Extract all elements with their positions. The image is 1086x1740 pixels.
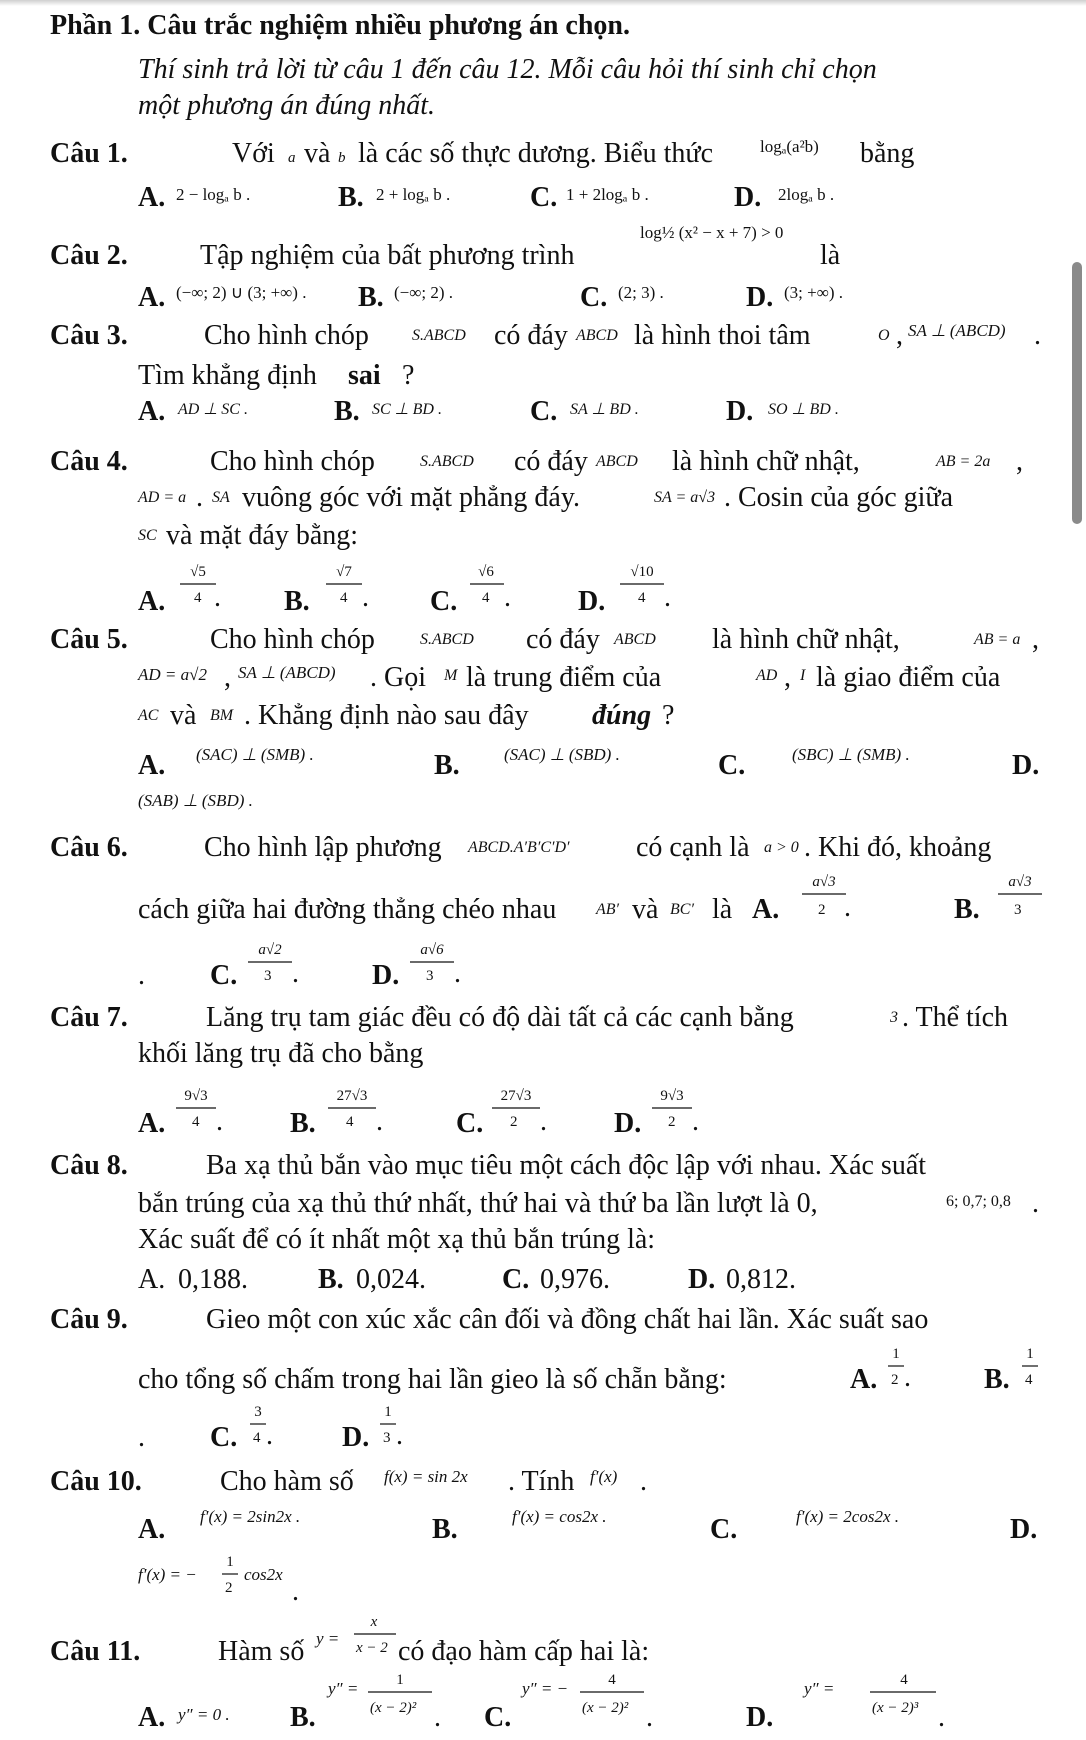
q7-option-letter: B. xyxy=(290,1108,316,1139)
q7-option-denominator: 4 xyxy=(346,1114,354,1130)
q4-math: AB = 2a xyxy=(936,453,991,470)
q7-option-denominator: 4 xyxy=(192,1114,200,1130)
q1-option-letter: B. xyxy=(338,182,364,213)
q1-var-b: b xyxy=(338,150,346,166)
q11-option-value: y″ = 0 . xyxy=(178,1705,230,1724)
svg-text:.: . xyxy=(214,582,221,613)
q3-option-value: SO ⊥ BD . xyxy=(768,401,839,418)
q6-text: và xyxy=(632,894,659,925)
q2-option-value: (2; 3) . xyxy=(618,283,664,302)
q1-option-letter: D. xyxy=(734,182,762,213)
q4-math: S.ABCD xyxy=(420,453,474,470)
q3-option-value: AD ⊥ SC . xyxy=(178,401,248,418)
q10-math: f(x) = sin 2x xyxy=(384,1467,468,1486)
q3-math: S.ABCD xyxy=(412,327,466,344)
q10-math: f′(x) xyxy=(590,1467,618,1486)
q7-text: . Thể tích xyxy=(902,1002,1009,1033)
q9-line2: cho tổng số chấm trong hai lần gieo là số chẵn bằng: xyxy=(138,1364,727,1395)
q8-option-value: 0,024. xyxy=(356,1264,426,1295)
q5-label: Câu 5. xyxy=(50,624,128,655)
q1-expr: logₐ(a²b) xyxy=(760,137,819,156)
q6-option-numerator: a√2 xyxy=(258,942,282,958)
q6-math: a > 0 xyxy=(764,839,799,856)
q3-option-value: SA ⊥ BD . xyxy=(570,401,639,418)
q4-option-denominator: 4 xyxy=(638,590,646,606)
q6-text: có cạnh là xyxy=(636,832,750,863)
q9-option-numerator: 1 xyxy=(384,1404,392,1420)
svg-text:.: . xyxy=(266,1420,273,1451)
q1-option-value: 2 + logₐ b . xyxy=(376,185,451,204)
q3-option-letter: C. xyxy=(530,396,558,427)
q1-var-a: a xyxy=(288,150,296,166)
q3-math: O xyxy=(878,327,890,344)
q6-text: . Khi đó, khoảng xyxy=(804,832,992,863)
q3-math: ABCD xyxy=(576,327,618,344)
q1-text: là các số thực dương. Biểu thức xyxy=(358,138,714,169)
q3-option-value: SC ⊥ BD . xyxy=(372,401,442,418)
svg-text:.: . xyxy=(376,1106,383,1137)
q8-option-letter: B. xyxy=(318,1264,344,1295)
q5-text: . Gọi xyxy=(370,662,426,693)
q7-options xyxy=(138,1088,699,1139)
q4-option-numerator: √5 xyxy=(190,564,206,580)
q8-option-letter: A. xyxy=(138,1264,166,1295)
q11-option-letter: C. xyxy=(484,1702,512,1733)
q9-option-letter: D. xyxy=(342,1422,370,1453)
svg-text:.: . xyxy=(692,1106,699,1137)
q10-text: Cho hàm số xyxy=(220,1466,354,1497)
q10-option-letter: C. xyxy=(710,1514,738,1545)
q5-option-letter: A. xyxy=(138,750,166,781)
q5-option-letter: C. xyxy=(718,750,746,781)
q7-option-numerator: 9√3 xyxy=(660,1088,684,1104)
q5-option-value: (SAB) ⊥ (SBD) . xyxy=(138,791,253,810)
q8-option-letter: D. xyxy=(688,1264,716,1295)
q10-d-denominator: 2 xyxy=(225,1580,233,1596)
q6-text: Cho hình lập phương xyxy=(204,832,442,863)
q7-math: 3 xyxy=(890,1009,898,1026)
q5-question-mark: ? xyxy=(662,700,675,731)
q4-math: SA = a√3 xyxy=(654,489,716,506)
q5-text: là giao điểm của xyxy=(816,662,1001,693)
q4-label: Câu 4. xyxy=(50,446,128,477)
q6-option-denominator: 2 xyxy=(818,902,826,918)
svg-text:,: , xyxy=(1032,624,1039,655)
svg-text:,: , xyxy=(784,662,791,693)
q11-text: có đạo hàm cấp hai là: xyxy=(398,1636,650,1667)
q11-option-numerator: 4 xyxy=(608,1672,616,1688)
q10-d-numerator: 1 xyxy=(226,1554,234,1570)
q6-math: ABCD.A′B′C′D′ xyxy=(468,839,570,856)
q9-option-letter: C. xyxy=(210,1422,238,1453)
q5-option-letter: D. xyxy=(1012,750,1040,781)
q9-option-letter: A. xyxy=(850,1364,878,1395)
q4-math: SA xyxy=(212,489,230,506)
q4-option-letter: B. xyxy=(284,586,310,617)
q4-option-numerator: √6 xyxy=(478,564,494,580)
q4-option-numerator: √7 xyxy=(336,564,352,580)
q8-option-value: 0,188. xyxy=(178,1264,248,1295)
q4-option-letter: D. xyxy=(578,586,606,617)
q6-option-denominator: 3 xyxy=(1014,902,1022,918)
q11-label: Câu 11. xyxy=(50,1636,141,1667)
svg-text:.: . xyxy=(938,1702,945,1733)
q5-math: I xyxy=(800,667,806,684)
q7-line2: khối lăng trụ đã cho bằng xyxy=(138,1038,424,1069)
q11-option-letter: B. xyxy=(290,1702,316,1733)
q3-question-mark: ? xyxy=(402,360,415,391)
q4-option-numerator: √10 xyxy=(630,564,654,580)
q1-text: bằng xyxy=(860,138,915,169)
q3-text: Cho hình chóp xyxy=(204,320,369,351)
q11-option-letter: D. xyxy=(746,1702,774,1733)
svg-text:.: . xyxy=(434,1702,441,1733)
q11-text: Hàm số xyxy=(218,1636,305,1667)
q6-math: AB′ xyxy=(596,901,620,918)
q4-option-letter: A. xyxy=(138,586,166,617)
q6-line2: cách giữa hai đường thẳng chéo nhau xyxy=(138,894,557,925)
q2-text-tail: là xyxy=(820,240,841,271)
svg-text:.: . xyxy=(138,1422,145,1453)
q5-math: SA ⊥ (ABCD) xyxy=(238,663,336,682)
svg-text:.: . xyxy=(396,1420,403,1451)
q10-option-value: f′(x) = − xyxy=(138,1565,197,1584)
q9-label: Câu 9. xyxy=(50,1304,128,1335)
q9-option-denominator: 4 xyxy=(1025,1372,1033,1388)
q11-numerator: x xyxy=(370,1614,378,1630)
svg-text:.: . xyxy=(292,1576,299,1607)
q2-option-value: (−∞; 2) . xyxy=(394,283,454,302)
q3-label: Câu 3. xyxy=(50,320,128,351)
svg-text:.: . xyxy=(540,1106,547,1137)
q8-line1: Ba xạ thủ bắn vào mục tiêu một cách độc lập với nhau. Xác suất xyxy=(206,1150,927,1181)
q11-option-denominator: (x − 2)² xyxy=(370,1700,417,1716)
q10-option-value: f′(x) = 2sin2x . xyxy=(200,1507,301,1526)
q6-option-numerator: a√3 xyxy=(812,874,836,890)
q7-option-denominator: 2 xyxy=(510,1114,518,1130)
q6-label: Câu 6. xyxy=(50,832,128,863)
q10-option-letter: B. xyxy=(432,1514,458,1545)
q4-text: là hình chữ nhật, xyxy=(672,446,860,477)
svg-text:.: . xyxy=(640,1466,647,1497)
svg-text:.: . xyxy=(646,1702,653,1733)
q4-options xyxy=(138,564,671,617)
q4-option-denominator: 4 xyxy=(482,590,490,606)
svg-text:.: . xyxy=(454,958,461,989)
q5-option-letter: B. xyxy=(434,750,460,781)
q4-math: ABCD xyxy=(596,453,638,470)
q1-option-value: 2 − logₐ b . xyxy=(176,185,251,204)
q5-text: và xyxy=(170,700,197,731)
q6-option-letter: C. xyxy=(210,960,238,991)
q8-probabilities: 6; 0,7; 0,8 xyxy=(946,1193,1011,1210)
instruction-line-1: Thí sinh trả lời từ câu 1 đến câu 12. Mỗi câu hỏi thí sinh chỉ chọn xyxy=(138,54,877,85)
q3-emphasis-sai: sai xyxy=(348,360,381,391)
svg-text:,: , xyxy=(896,320,903,351)
svg-text:.: . xyxy=(504,582,511,613)
q6-option-denominator: 3 xyxy=(264,968,272,984)
q5-option-value: (SBC) ⊥ (SMB) . xyxy=(792,745,910,764)
q6-text: là xyxy=(712,894,733,925)
q5-math: BM xyxy=(210,707,234,724)
section-title: Phần 1. Câu trắc nghiệm nhiều phương án chọn. xyxy=(50,10,630,41)
q7-text: Lăng trụ tam giác đều có độ dài tất cả các cạnh bằng xyxy=(206,1002,794,1033)
q10-text: . Tính xyxy=(508,1466,575,1497)
q7-option-letter: A. xyxy=(138,1108,166,1139)
q2-text: Tập nghiệm của bất phương trình xyxy=(200,240,575,271)
q2-option-letter: A. xyxy=(138,282,166,313)
q11-option-prefix: y″ = xyxy=(804,1679,835,1698)
q7-label: Câu 7. xyxy=(50,1002,128,1033)
q3-text: là hình thoi tâm xyxy=(634,320,811,351)
q6-option-numerator: a√3 xyxy=(1008,874,1032,890)
svg-text:.: . xyxy=(1034,320,1041,351)
q5-emphasis-dung: đúng xyxy=(592,700,652,731)
q11-denominator: x − 2 xyxy=(356,1640,388,1656)
q4-option-letter: C. xyxy=(430,586,458,617)
q4-text: vuông góc với mặt phẳng đáy. xyxy=(242,482,581,513)
q6-option-letter: A. xyxy=(752,894,780,925)
q9-option-numerator: 1 xyxy=(892,1346,900,1362)
q6-option-denominator: 3 xyxy=(426,968,434,984)
q5-text: là hình chữ nhật, xyxy=(712,624,900,655)
q8-line3: Xác suất để có ít nhất một xạ thủ bắn trúng là: xyxy=(138,1224,656,1255)
q4-text: và mặt đáy bằng: xyxy=(166,520,359,551)
q5-math: AD = a√2 xyxy=(138,665,207,684)
q1-text: và xyxy=(304,138,331,169)
q2-label: Câu 2. xyxy=(50,240,128,271)
q6-option-letter: B. xyxy=(954,894,980,925)
q5-text: là trung điểm của xyxy=(466,662,662,693)
svg-text:.: . xyxy=(362,582,369,613)
q6-option-numerator: a√6 xyxy=(420,942,444,958)
q10-label: Câu 10. xyxy=(50,1466,142,1497)
svg-text:.: . xyxy=(216,1106,223,1137)
q3-option-letter: B. xyxy=(334,396,360,427)
q1-text: Với xyxy=(232,138,275,169)
q8-option-value: 0,976. xyxy=(540,1264,610,1295)
q11-option-denominator: (x − 2)² xyxy=(582,1700,629,1716)
q5-option-value: (SAC) ⊥ (SBD) . xyxy=(504,745,620,764)
svg-text:.: . xyxy=(196,482,203,513)
q5-math: S.ABCD xyxy=(420,631,474,648)
q5-text: . Khẳng định nào sau đây xyxy=(244,700,529,731)
q9-option-denominator: 3 xyxy=(383,1430,391,1446)
q2-option-value: (−∞; 2) ∪ (3; +∞) . xyxy=(176,283,307,302)
q1-option-value: 2logₐ b . xyxy=(778,185,835,204)
q7-option-letter: C. xyxy=(456,1108,484,1139)
q11-option-numerator: 4 xyxy=(900,1672,908,1688)
q9-option-numerator: 1 xyxy=(1026,1346,1034,1362)
q5-math: ABCD xyxy=(614,631,656,648)
q11-option-numerator: 1 xyxy=(396,1672,404,1688)
q9-option-letter: B. xyxy=(984,1364,1010,1395)
q11-option-prefix: y″ = xyxy=(328,1679,359,1698)
q1-option-value: 1 + 2logₐ b . xyxy=(566,185,649,204)
q3-line2: Tìm khẳng định xyxy=(138,360,317,391)
svg-text:.: . xyxy=(904,1362,911,1393)
q4-text: có đáy xyxy=(514,446,588,477)
q2-option-letter: D. xyxy=(746,282,774,313)
q9-line1: Gieo một con xúc xắc cân đối và đồng chất hai lần. Xác suất sao xyxy=(206,1304,929,1335)
q5-text: Cho hình chóp xyxy=(210,624,375,655)
svg-text:.: . xyxy=(1032,1188,1039,1219)
q4-math: SC xyxy=(138,527,157,544)
q3-option-letter: D. xyxy=(726,396,754,427)
q8-option-letter: C. xyxy=(502,1264,530,1295)
q1-option-letter: C. xyxy=(530,182,558,213)
q4-option-denominator: 4 xyxy=(340,590,348,606)
q8-option-value: 0,812. xyxy=(726,1264,796,1295)
q5-math: AB = a xyxy=(974,631,1021,648)
q1-options xyxy=(138,182,834,213)
q2-option-value: (3; +∞) . xyxy=(784,283,844,302)
svg-text:.: . xyxy=(664,582,671,613)
q1-option-letter: A. xyxy=(138,182,166,213)
q7-option-numerator: 27√3 xyxy=(500,1088,532,1104)
q3-text: có đáy xyxy=(494,320,568,351)
q4-math: AD = a xyxy=(138,489,187,506)
svg-text:.: . xyxy=(138,960,145,991)
q5-math: AD xyxy=(756,667,778,684)
q1-label: Câu 1. xyxy=(50,138,128,169)
q2-option-letter: B. xyxy=(358,282,384,313)
q11-option-denominator: (x − 2)³ xyxy=(872,1700,919,1716)
q5-option-value: (SAC) ⊥ (SMB) . xyxy=(196,745,314,764)
q11-math: y = xyxy=(316,1629,340,1648)
q6-option-letter: D. xyxy=(372,960,400,991)
q5-text: có đáy xyxy=(526,624,600,655)
q4-text: . Cosin của góc giữa xyxy=(724,482,954,513)
q11-option-prefix: y″ = − xyxy=(522,1679,569,1698)
svg-text:,: , xyxy=(1016,446,1023,477)
q10-option-value: f′(x) = cos2x . xyxy=(512,1507,607,1526)
q4-text: Cho hình chóp xyxy=(210,446,375,477)
q9-option-denominator: 4 xyxy=(253,1430,261,1446)
q5-math: AC xyxy=(138,707,159,724)
q10-option-value: f′(x) = 2cos2x . xyxy=(796,1507,899,1526)
q4-option-denominator: 4 xyxy=(194,590,202,606)
q9-option-denominator: 2 xyxy=(891,1372,899,1388)
q3-math: SA ⊥ (ABCD) xyxy=(908,321,1006,340)
svg-text:.: . xyxy=(292,958,299,989)
q10-d-tail: cos2x xyxy=(244,1565,283,1584)
q7-option-numerator: 27√3 xyxy=(336,1088,368,1104)
q6-math: BC′ xyxy=(670,901,694,918)
q9-option-numerator: 3 xyxy=(254,1404,262,1420)
svg-text:.: . xyxy=(844,892,851,923)
q2-option-letter: C. xyxy=(580,282,608,313)
q11-option-letter: A. xyxy=(138,1702,166,1733)
q10-option-letter: A. xyxy=(138,1514,166,1545)
q10-option-letter: D. xyxy=(1010,1514,1038,1545)
instruction-line-2: một phương án đúng nhất. xyxy=(138,90,435,121)
q7-option-numerator: 9√3 xyxy=(184,1088,208,1104)
q7-option-letter: D. xyxy=(614,1108,642,1139)
q3-option-letter: A. xyxy=(138,396,166,427)
q2-expr: log½ (x² − x + 7) > 0 xyxy=(640,223,784,242)
q8-label: Câu 8. xyxy=(50,1150,128,1181)
q8-line2: bắn trúng của xạ thủ thứ nhất, thứ hai và thứ ba lần lượt là 0, xyxy=(138,1188,818,1219)
q5-math: M xyxy=(444,667,458,684)
svg-text:,: , xyxy=(224,662,231,693)
q7-option-denominator: 2 xyxy=(668,1114,676,1130)
